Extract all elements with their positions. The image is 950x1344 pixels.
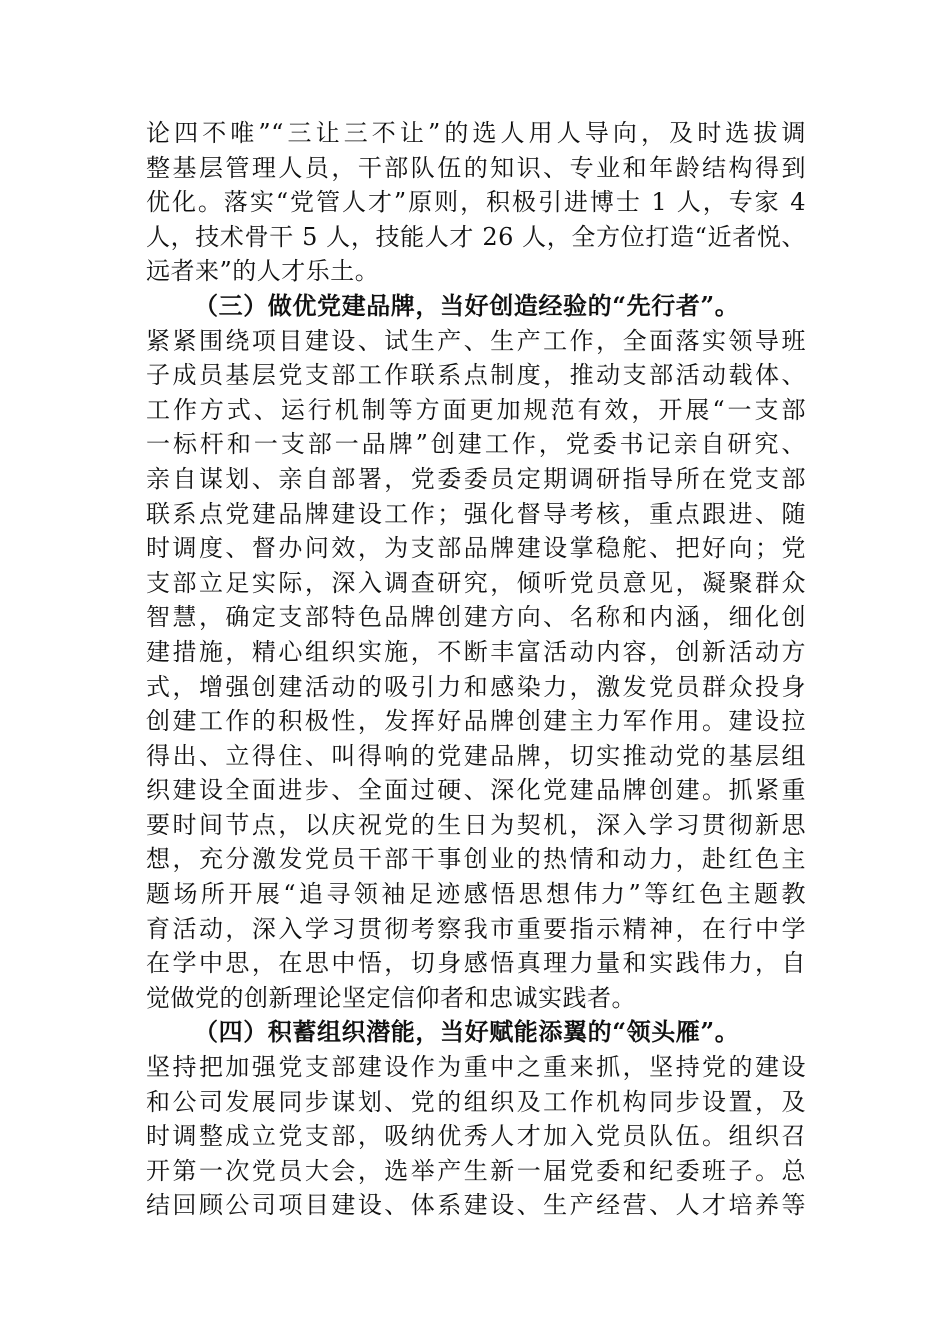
section-heading-four: （四）积蓄组织潜能，当好赋能添翼的“领头雁”。 (194, 1017, 740, 1047)
text-line: 时调度、督办问效，为支部品牌建设掌稳舵、把好向；党 (146, 534, 806, 563)
text-line: 整基层管理人员，干部队伍的知识、专业和年龄结构得到 (146, 153, 806, 182)
text-line: 紧紧围绕项目建设、试生产、生产工作，全面落实领导班 (146, 326, 806, 355)
text-line: 要时间节点，以庆祝党的生日为契机，深入学习贯彻新思 (146, 810, 806, 839)
text-line: 子成员基层党支部工作联系点制度，推动支部活动载体、 (146, 361, 806, 390)
text-line: 支部立足实际，深入调查研究，倾听党员意见，凝聚群众 (146, 568, 806, 597)
text-line: 论四不唯”“三让三不让”的选人用人导向，及时选拔调 (146, 119, 806, 147)
text-line: 在学中思，在思中悟，切身感悟真理力量和实践伟力，自 (146, 949, 806, 978)
text-line: 建措施，精心组织实施，不断丰富活动内容，创新活动方 (146, 637, 806, 666)
text-line: 工作方式、运行机制等方面更加规范有效，开展“一支部 (146, 395, 806, 424)
text-line: 人，技术骨干 5 人，技能人才 26 人，全方位打造“近者悦、 (146, 222, 806, 251)
text-line: 和公司发展同步谋划、党的组织及工作机构同步设置，及 (146, 1087, 806, 1116)
text-line: 得出、立得住、叫得响的党建品牌，切实推动党的基层组 (146, 741, 806, 770)
text-line: 开第一次党员大会，选举产生新一届党委和纪委班子。总 (146, 1156, 806, 1185)
text-line: 觉做党的创新理论坚定信仰者和忠诚实践者。 (146, 983, 636, 1012)
text-line: 坚持把加强党支部建设作为重中之重来抓，坚持党的建设 (146, 1053, 806, 1082)
text-line: 远者来”的人才乐土。 (146, 257, 380, 286)
text-line: 一标杆和一支部一品牌”创建工作，党委书记亲自研究、 (146, 430, 806, 459)
text-line: 联系点党建品牌建设工作；强化督导考核，重点跟进、随 (146, 499, 806, 528)
section-heading-three: （三）做优党建品牌，当好创造经验的“先行者”。 (194, 290, 740, 320)
text-line: 育活动，深入学习贯彻考察我市重要指示精神，在行中学 (146, 914, 806, 943)
text-line: 亲自谋划、亲自部署，党委委员定期调研指导所在党支部 (146, 464, 806, 493)
text-line: 智慧，确定支部特色品牌创建方向、名称和内涵，细化创 (146, 603, 806, 632)
text-line: 创建工作的积极性，发挥好品牌创建主力军作用。建设拉 (146, 707, 806, 736)
text-line: 题场所开展“追寻领袖足迹感悟思想伟力”等红色主题教 (146, 880, 806, 909)
text-line: 织建设全面进步、全面过硬、深化党建品牌创建。抓紧重 (146, 776, 806, 805)
text-line: 时调整成立党支部，吸纳优秀人才加入党员队伍。组织召 (146, 1122, 806, 1151)
text-line: 优化。落实“党管人才”原则，积极引进博士 1 人，专家 4 (146, 188, 806, 217)
body-text (146, 116, 806, 1223)
text-line: 想，充分激发党员干部干事创业的热情和动力，赴红色主 (146, 845, 806, 874)
text-line: 结回顾公司项目建设、体系建设、生产经营、人才培养等 (146, 1191, 806, 1220)
text-line: 式，增强创建活动的吸引力和感染力，激发党员群众投身 (146, 672, 806, 701)
